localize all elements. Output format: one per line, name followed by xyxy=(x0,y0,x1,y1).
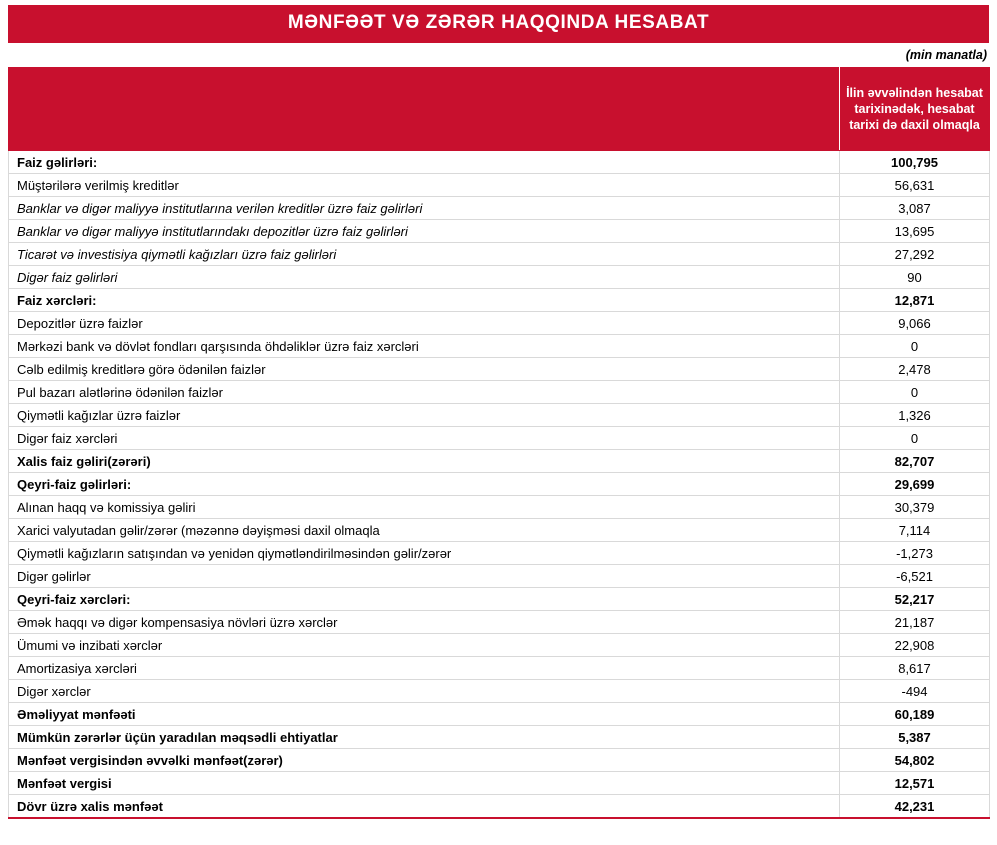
row-value: 100,795 xyxy=(840,151,990,174)
table-row xyxy=(9,588,990,611)
row-value: 5,387 xyxy=(840,726,990,749)
row-value: -1,273 xyxy=(840,542,990,565)
row-value: 9,066 xyxy=(840,312,990,335)
row-value: 60,189 xyxy=(840,703,990,726)
profit-loss-table xyxy=(8,67,990,819)
row-value: 0 xyxy=(840,381,990,404)
row-label: Əmək haqqı və digər kompensasiya növləri üzrə xərclər xyxy=(9,611,840,634)
row-label: Digər xərclər xyxy=(9,680,840,703)
row-value: 90 xyxy=(840,266,990,289)
table-row xyxy=(9,358,990,381)
column-header-label xyxy=(9,68,840,151)
table-row xyxy=(9,404,990,427)
table-row xyxy=(9,312,990,335)
row-value: 21,187 xyxy=(840,611,990,634)
row-value: 54,802 xyxy=(840,749,990,772)
table-row xyxy=(9,243,990,266)
table-header-row xyxy=(9,68,990,151)
table-row xyxy=(9,381,990,404)
table-row xyxy=(9,519,990,542)
row-label: Ticarət və investisiya qiymətli kağızları üzrə faiz gəlirləri xyxy=(9,243,840,266)
table-row xyxy=(9,496,990,519)
table-row xyxy=(9,772,990,795)
table-row xyxy=(9,726,990,749)
table-row xyxy=(9,174,990,197)
row-value: 27,292 xyxy=(840,243,990,266)
row-value: 52,217 xyxy=(840,588,990,611)
column-header-period: İlin əvvəlindən hesabat tarixinədək, hesabat tarixi də daxil olmaqla xyxy=(840,68,990,151)
page-title: MƏNFƏƏT VƏ ZƏRƏR HAQQINDA HESABAT xyxy=(8,5,989,43)
row-value: 12,571 xyxy=(840,772,990,795)
table-row xyxy=(9,795,990,819)
row-value: 82,707 xyxy=(840,450,990,473)
table-row xyxy=(9,473,990,496)
row-label: Amortizasiya xərcləri xyxy=(9,657,840,680)
row-value: 7,114 xyxy=(840,519,990,542)
row-label: Faiz gəlirləri: xyxy=(9,151,840,174)
row-value: 1,326 xyxy=(840,404,990,427)
table-row xyxy=(9,703,990,726)
table-row xyxy=(9,335,990,358)
row-value: 30,379 xyxy=(840,496,990,519)
table-row xyxy=(9,657,990,680)
row-value: 56,631 xyxy=(840,174,990,197)
table-row xyxy=(9,565,990,588)
row-label: Depozitlər üzrə faizlər xyxy=(9,312,840,335)
row-label: Əməliyyat mənfəəti xyxy=(9,703,840,726)
row-label: Pul bazarı alətlərinə ödənilən faizlər xyxy=(9,381,840,404)
row-value: 0 xyxy=(840,335,990,358)
row-label: Mümkün zərərlər üçün yaradılan məqsədli ehtiyatlar xyxy=(9,726,840,749)
row-value: -6,521 xyxy=(840,565,990,588)
row-value: 13,695 xyxy=(840,220,990,243)
table-row xyxy=(9,220,990,243)
row-label: Qeyri-faiz xərcləri: xyxy=(9,588,840,611)
row-label: Alınan haqq və komissiya gəliri xyxy=(9,496,840,519)
row-label: Banklar və digər maliyyə institutlarına verilən kreditlər üzrə faiz gəlirləri xyxy=(9,197,840,220)
row-label: Qiymətli kağızların satışından və yenidən qiymətləndirilməsindən gəlir/zərər xyxy=(9,542,840,565)
row-value: 22,908 xyxy=(840,634,990,657)
table-row xyxy=(9,151,990,174)
row-value: 42,231 xyxy=(840,795,990,819)
row-label: Mənfəət vergisindən əvvəlki mənfəət(zərər) xyxy=(9,749,840,772)
row-label: Digər faiz xərcləri xyxy=(9,427,840,450)
table-row xyxy=(9,611,990,634)
row-label: Dövr üzrə xalis mənfəət xyxy=(9,795,840,819)
row-label: Digər faiz gəlirləri xyxy=(9,266,840,289)
row-value: -494 xyxy=(840,680,990,703)
row-value: 0 xyxy=(840,427,990,450)
unit-note: (min manatla) xyxy=(905,48,987,62)
table-row xyxy=(9,450,990,473)
table-body xyxy=(9,151,990,819)
table-row xyxy=(9,266,990,289)
table-row xyxy=(9,749,990,772)
row-value: 8,617 xyxy=(840,657,990,680)
row-label: Ümumi və inzibati xərclər xyxy=(9,634,840,657)
table-row xyxy=(9,634,990,657)
row-label: Müştərilərə verilmiş kreditlər xyxy=(9,174,840,197)
row-label: Banklar və digər maliyyə institutlarındakı depozitlər üzrə faiz gəlirləri xyxy=(9,220,840,243)
table-row xyxy=(9,197,990,220)
row-label: Qeyri-faiz gəlirləri: xyxy=(9,473,840,496)
row-label: Qiymətli kağızlar üzrə faizlər xyxy=(9,404,840,427)
row-label: Mərkəzi bank və dövlət fondları qarşısında öhdəliklər üzrə faiz xərcləri xyxy=(9,335,840,358)
row-label: Mənfəət vergisi xyxy=(9,772,840,795)
row-value: 12,871 xyxy=(840,289,990,312)
table-header xyxy=(9,68,990,151)
row-label: Xarici valyutadan gəlir/zərər (məzənnə dəyişməsi daxil olmaqla xyxy=(9,519,840,542)
row-label: Digər gəlirlər xyxy=(9,565,840,588)
row-label: Faiz xərcləri: xyxy=(9,289,840,312)
row-value: 29,699 xyxy=(840,473,990,496)
row-value: 2,478 xyxy=(840,358,990,381)
table-row xyxy=(9,680,990,703)
row-label: Cəlb edilmiş kreditlərə görə ödənilən faizlər xyxy=(9,358,840,381)
report-page xyxy=(0,5,997,845)
row-label: Xalis faiz gəliri(zərəri) xyxy=(9,450,840,473)
table-row xyxy=(9,542,990,565)
table-row xyxy=(9,427,990,450)
table-row xyxy=(9,289,990,312)
row-value: 3,087 xyxy=(840,197,990,220)
